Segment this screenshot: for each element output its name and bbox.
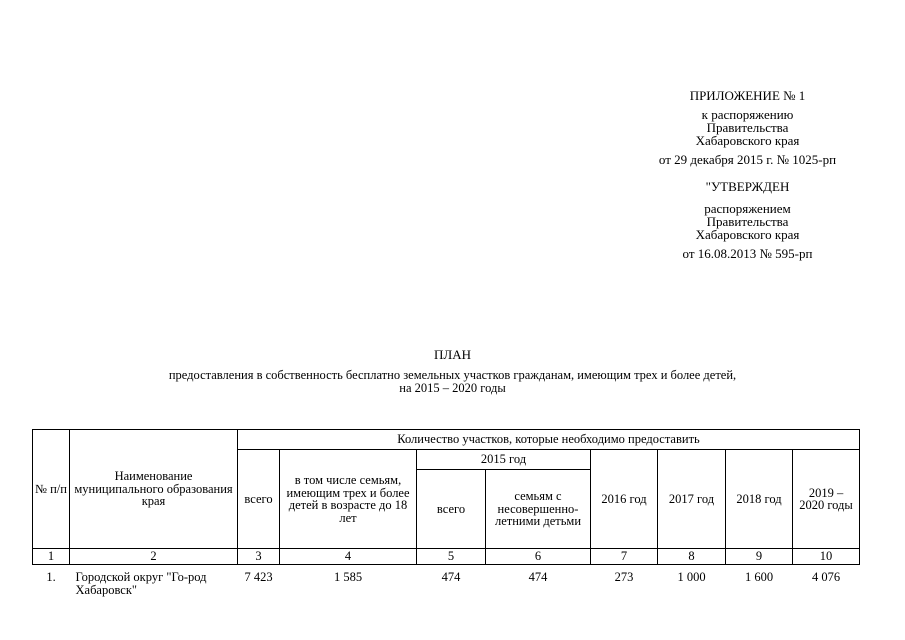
- by-order-label: распоряжением: [704, 201, 791, 216]
- order-date-label: от 29 декабря 2015 г. № 1025-рп: [658, 152, 837, 167]
- column-number: 5: [417, 549, 486, 565]
- appendix-label: ПРИЛОЖЕНИЕ № 1: [689, 88, 806, 103]
- table-row: [33, 565, 860, 597]
- header-families-3plus: в том числе семьям, имеющим трех и более детей в возрасте до 18 лет: [280, 450, 417, 549]
- column-number: 10: [793, 549, 860, 565]
- row-total: 7 423: [244, 570, 273, 584]
- row-name: Городской округ "Го-род Хабаровск": [75, 570, 207, 597]
- row-2017: 1 000: [677, 570, 706, 584]
- header-families-minors: семьям с несовершенно-летними детьми: [486, 470, 591, 549]
- column-numbers-row: [33, 549, 860, 565]
- region-label: Хабаровского края: [695, 133, 800, 148]
- document-subtitle: [0, 369, 905, 395]
- header-total-2015: всего: [417, 470, 486, 549]
- column-number: 2: [70, 549, 238, 565]
- row-total-2015: 474: [441, 570, 461, 584]
- column-number: 8: [658, 549, 726, 565]
- column-number: 6: [486, 549, 591, 565]
- header-2019-2020: 2019 – 2020 годы: [793, 450, 860, 549]
- row-2019-2020: 4 076: [811, 570, 841, 584]
- column-number: 7: [591, 549, 658, 565]
- approval-block: [640, 89, 855, 260]
- plan-table: [32, 429, 860, 596]
- column-number: 1: [33, 549, 70, 565]
- approved-label: "УТВЕРЖДЕН: [705, 179, 790, 194]
- region2-label: Хабаровского края: [695, 227, 800, 242]
- row-2016: 273: [614, 570, 634, 584]
- row-families-3plus: 1 585: [333, 570, 363, 584]
- header-total: всего: [238, 450, 280, 549]
- subtitle-line-1: предоставления в собственность бесплатно земельных участков гражданам, имеющим трех и более детей,: [168, 368, 737, 382]
- header-name: Наименование муниципального образования края: [70, 430, 238, 549]
- row-families-minors-2015: 474: [528, 570, 548, 584]
- government2-label: Правительства: [706, 214, 789, 229]
- header-2016: 2016 год: [591, 450, 658, 549]
- column-number: 3: [238, 549, 280, 565]
- to-order-label: к распоряжению: [701, 107, 794, 122]
- government-label: Правительства: [706, 120, 789, 135]
- column-number: 4: [280, 549, 417, 565]
- column-number: 9: [726, 549, 793, 565]
- header-num: № п/п: [33, 430, 70, 549]
- subtitle-line-2: на 2015 – 2020 годы: [399, 381, 506, 396]
- header-year-2015: 2015 год: [417, 450, 591, 470]
- row-2018: 1 600: [744, 570, 774, 584]
- row-num: 1.: [46, 570, 56, 584]
- order-date2-label: от 16.08.2013 № 595-рп: [682, 246, 813, 261]
- header-quantity-group: Количество участков, которые необходимо предоставить: [238, 430, 860, 450]
- document-title-block: [0, 348, 905, 395]
- document-title: ПЛАН: [434, 347, 471, 362]
- header-2017: 2017 год: [658, 450, 726, 549]
- header-2018: 2018 год: [726, 450, 793, 549]
